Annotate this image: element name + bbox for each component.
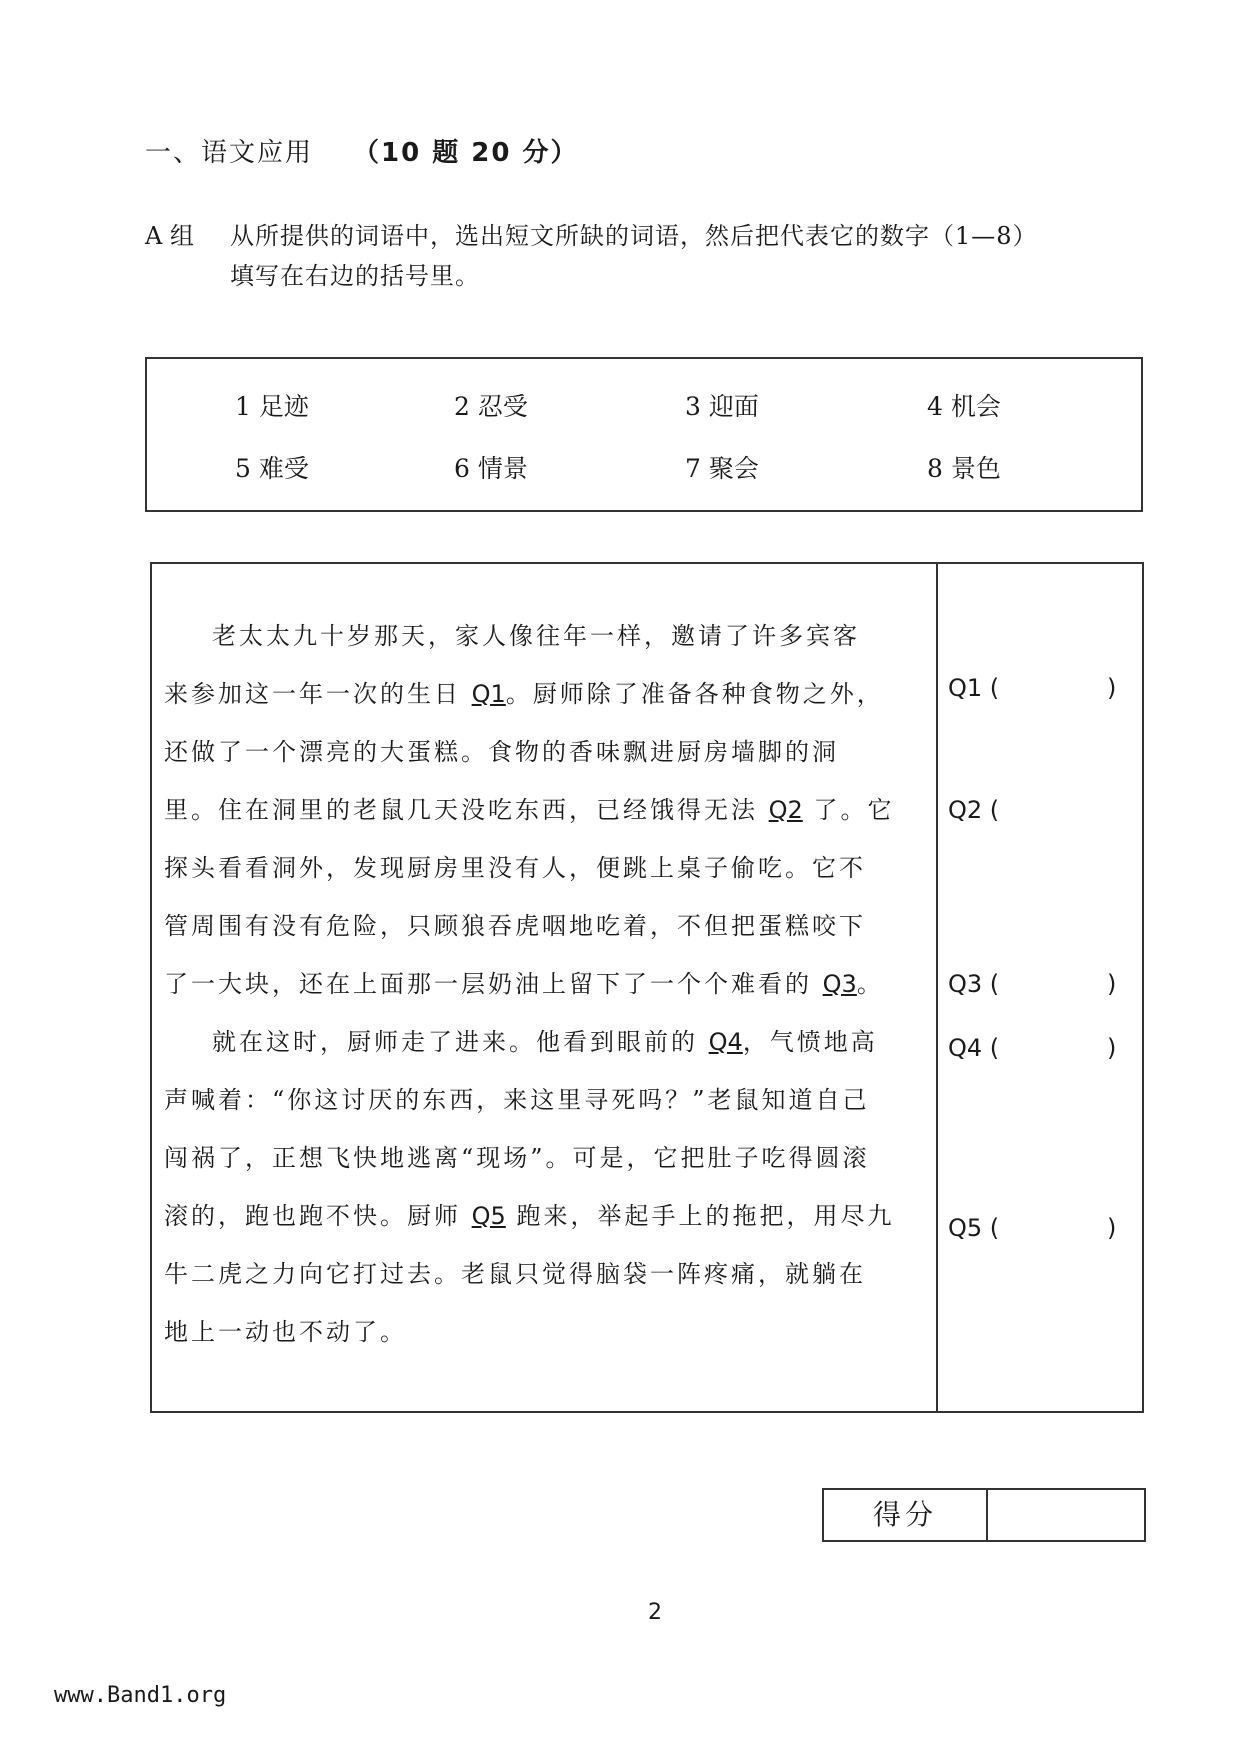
answer-q3-label[interactable]: Q3 ( [948, 970, 1000, 998]
passage-line: 滚的，跑也跑不快。厨师 Q5 跑来，举起手上的拖把，用尽九 [164, 1202, 895, 1230]
answer-q4-close: ) [1107, 1034, 1117, 1062]
page-number: 2 [648, 1600, 662, 1625]
score-box [822, 1488, 1146, 1542]
passage-line: 还做了一个漂亮的大蛋糕。食物的香味飘进厨房墙脚的洞 [164, 738, 839, 766]
word-option: 3 迎面 [685, 392, 759, 421]
passage-line: 牛二虎之力向它打过去。老鼠只觉得脑袋一阵疼痛，就躺在 [164, 1260, 866, 1288]
answer-q3-close: ) [1107, 970, 1117, 998]
word-option: 1 足迹 [235, 392, 309, 421]
answer-q4-label[interactable]: Q4 ( [948, 1034, 1000, 1062]
score-label: 得分 [824, 1490, 988, 1540]
word-bank [145, 357, 1143, 512]
passage-line: 地上一动也不动了。 [164, 1318, 407, 1346]
answer-q5-close: ) [1107, 1214, 1117, 1242]
passage-line: 里。住在洞里的老鼠几天没吃东西，已经饿得无法 Q2 了。它 [164, 796, 895, 824]
word-option: 6 情景 [454, 454, 528, 483]
instruction-line-1: 从所提供的词语中，选出短文所缺的词语，然后把代表它的数字（1—8） [230, 222, 1038, 250]
answer-column-divider [936, 564, 938, 1411]
answer-q2-label[interactable]: Q2 ( [948, 796, 1000, 824]
blank-q3: Q3 [822, 970, 857, 998]
word-option: 7 聚会 [685, 454, 759, 483]
section-title [145, 132, 579, 169]
blank-q5: Q5 [471, 1202, 506, 1230]
passage-line: 了一大块，还在上面那一层奶油上留下了一个个难看的 Q3。 [164, 970, 884, 998]
blank-q1: Q1 [471, 680, 506, 708]
word-option: 2 忍受 [454, 392, 528, 421]
answer-q1-close: ) [1107, 674, 1117, 702]
passage-line: 探头看看洞外，发现厨房里没有人，便跳上桌子偷吃。它不 [164, 854, 866, 882]
word-option: 8 景色 [927, 454, 1001, 483]
passage-line: 来参加这一年一次的生日 Q1。厨师除了准备各种食物之外， [164, 680, 884, 708]
group-label: A 组 [145, 222, 194, 250]
section-title-text: 一、语文应用 [145, 138, 314, 168]
passage-line: 声喊着：“你这讨厌的东西，来这里寻死吗？”老鼠知道自己 [164, 1086, 870, 1114]
passage-box [150, 562, 1144, 1413]
blank-q4: Q4 [708, 1028, 743, 1056]
passage-line: 管周围有没有危险，只顾狼吞虎咽地吃着，不但把蛋糕咬下 [164, 912, 866, 940]
passage-line: 就在这时，厨师走了进来。他看到眼前的 Q4，气愤地高 [212, 1028, 878, 1056]
instruction-line-2: 填写在右边的括号里。 [230, 262, 480, 290]
answer-q1-label[interactable]: Q1 ( [948, 674, 1000, 702]
word-option: 5 难受 [235, 454, 309, 483]
footer-url: www.Band1.org [54, 1683, 227, 1708]
passage-line: 闯祸了，正想飞快地逃离“现场”。可是，它把肚子吃得圆滚 [164, 1144, 870, 1172]
section-points: （10 题 20 分） [353, 138, 579, 168]
passage-line: 老太太九十岁那天，家人像往年一样，邀请了许多宾客 [212, 622, 860, 650]
word-option: 4 机会 [927, 392, 1001, 421]
answer-q5-label[interactable]: Q5 ( [948, 1214, 1000, 1242]
blank-q2: Q2 [768, 796, 803, 824]
